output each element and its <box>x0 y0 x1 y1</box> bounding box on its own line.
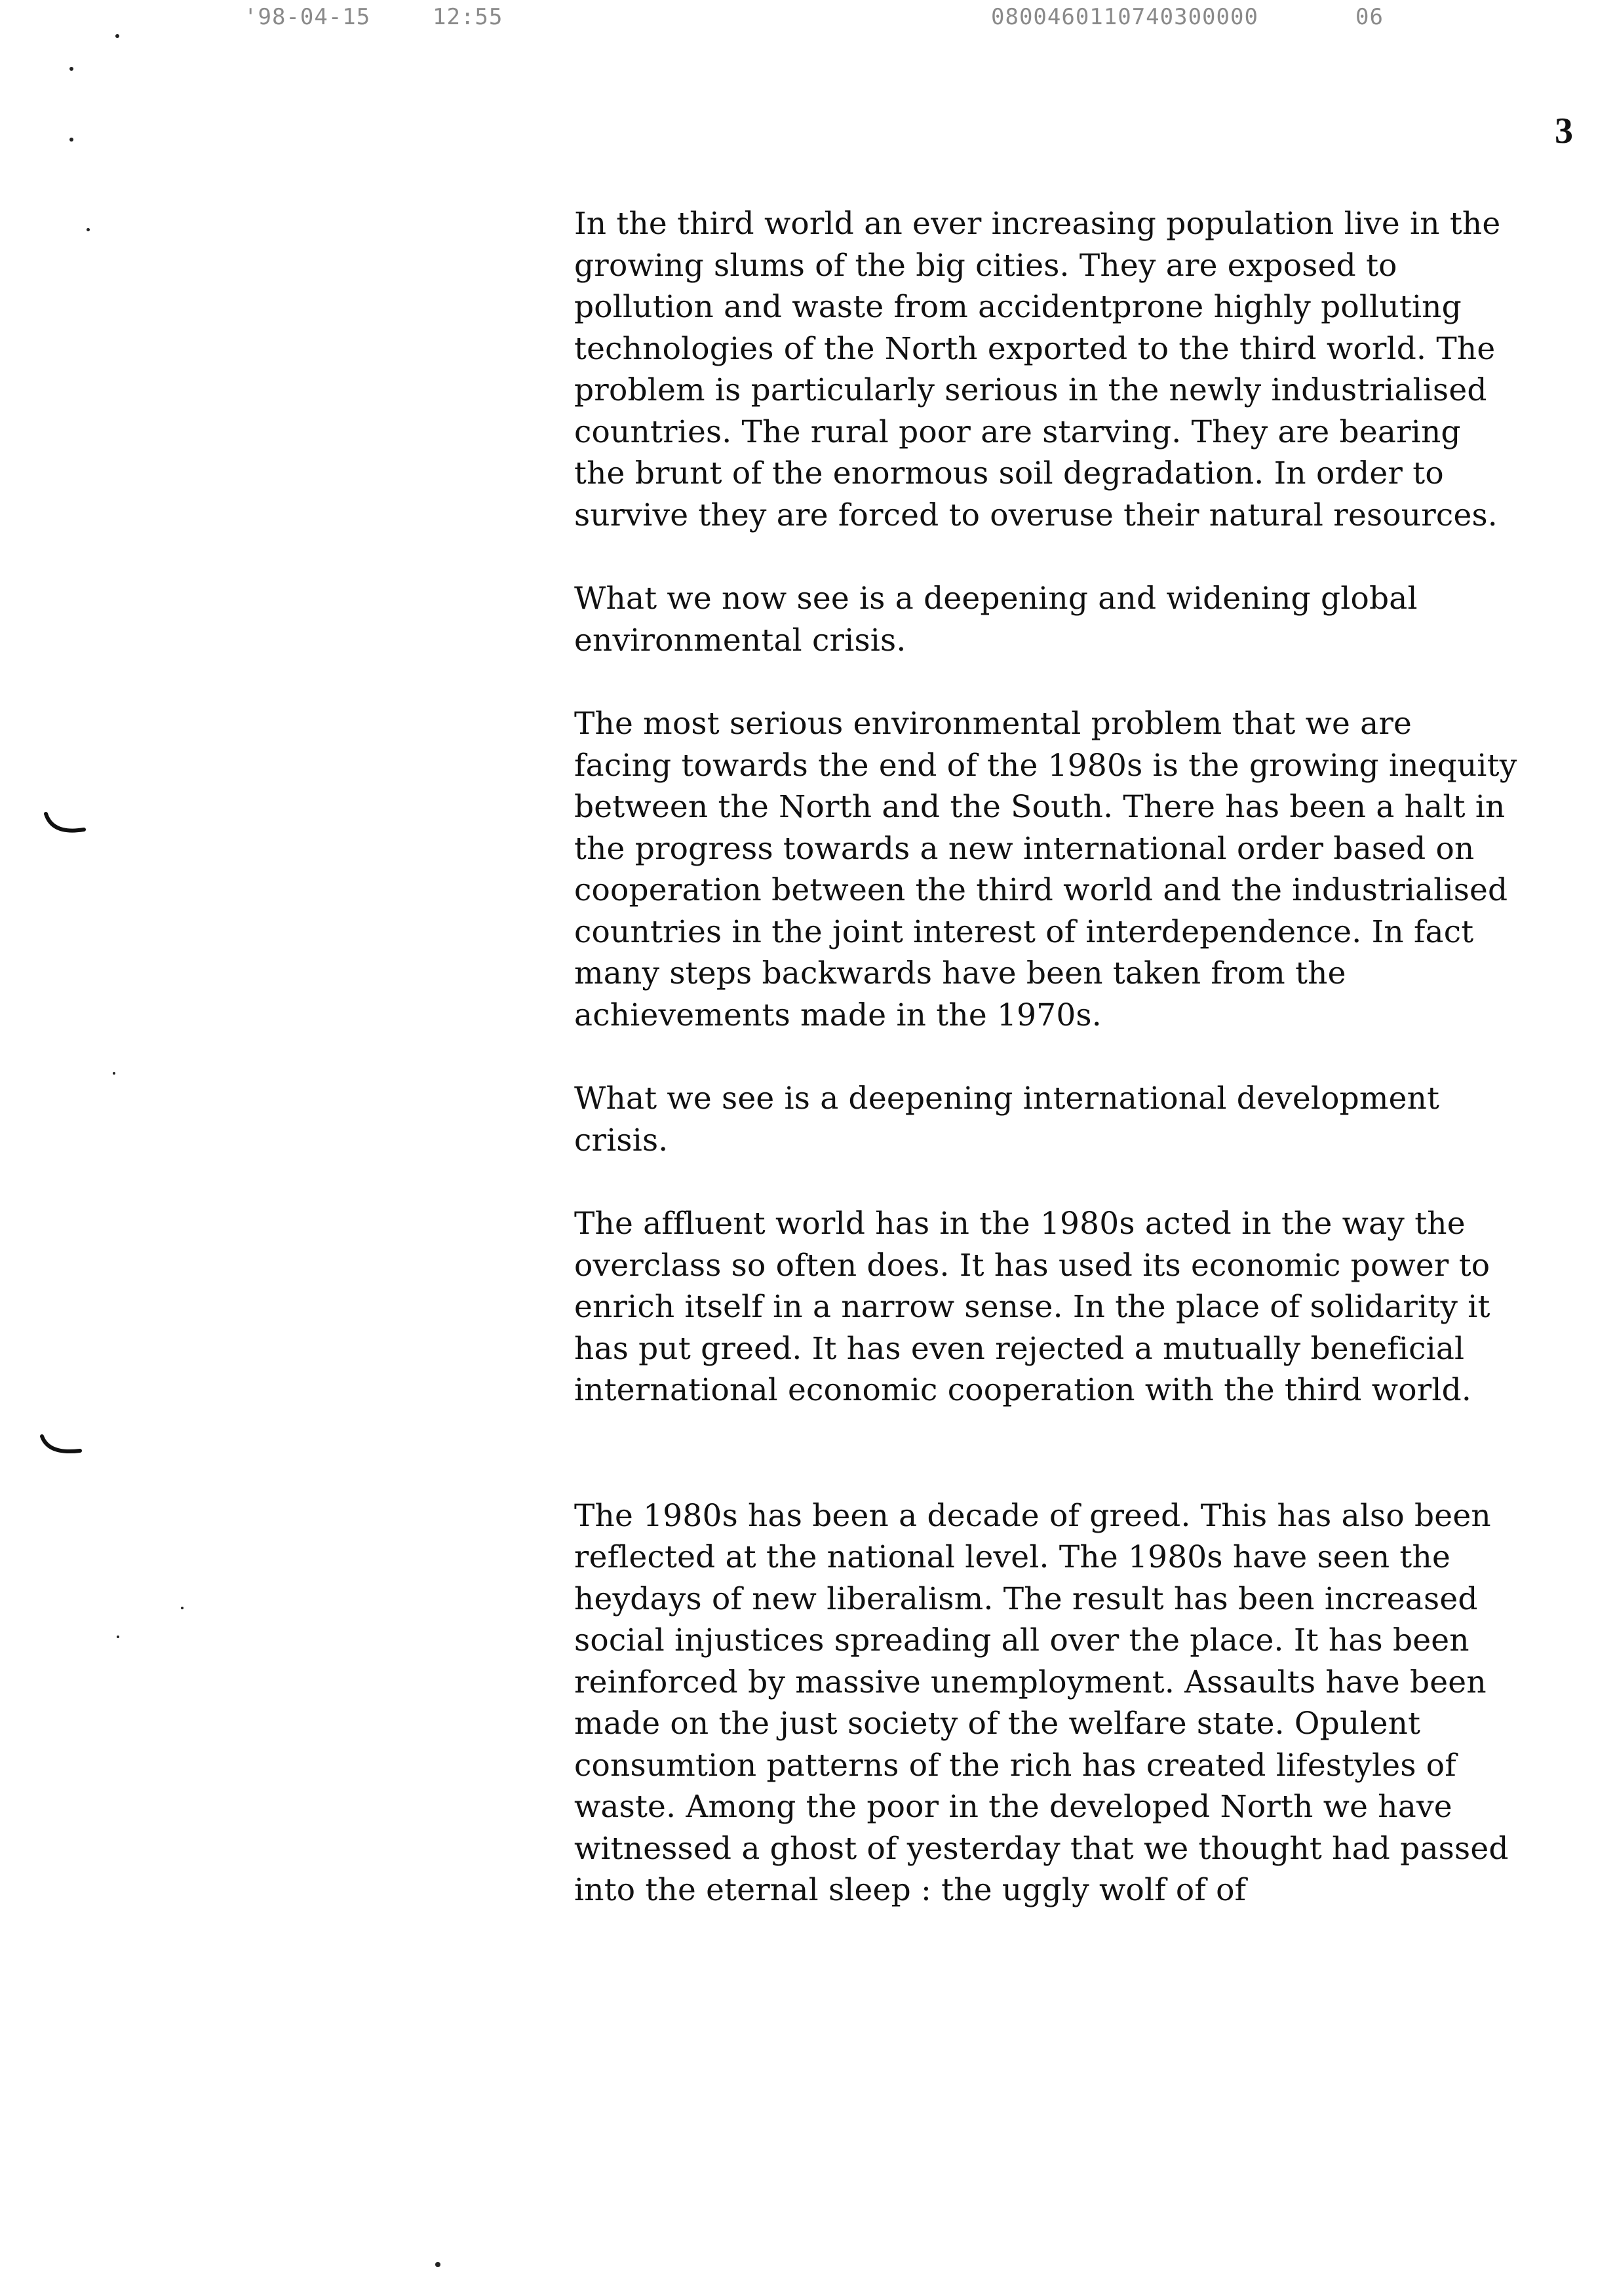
page-number: 3 <box>1555 111 1573 151</box>
fax-header-page: 06 <box>1355 4 1384 30</box>
paragraph-environmental-crisis: What we now see is a deepening and widening global environmental crisis. <box>574 581 1418 659</box>
paragraph-north-south-inequity: The most serious environmental problem that we are facing towards the end of the 1980s is the growing inequity between the North and the South. There has been a halt in the progress towards a new international order based on cooperation between the third world and the industrialised countries in the joint interest of interdependence. In fact many steps backwards have been taken from the achievements made in the 1970s. <box>574 706 1517 1033</box>
scan-speck <box>69 138 73 142</box>
paragraph-development-crisis: What we see is a deepening international development crisis. <box>574 1081 1440 1158</box>
scan-speck <box>115 34 119 38</box>
paragraph-third-world: In the third world an ever increasing population live in the growing slums of the big cities. They are exposed to pollution and waste from accidentprone highly polluting technologies of the North exported to the third world. The problem is particularly serious in the newly industrialised countries. The rural poor are starving. They are bearing the brunt of the enormous soil degradation. In order to survive they are forced to overuse their natural resources. <box>574 206 1501 533</box>
scan-speck <box>117 1636 119 1638</box>
paragraph-affluent-world: The affluent world has in the 1980s acted in the way the overclass so often does. It has used its economic power to enrich itself in a narrow sense. In the place of solidarity it has put greed. It has even rejected a mutually beneficial international economic cooperation with the third world. <box>574 1206 1490 1408</box>
fax-header-date: '98-04-15 <box>244 4 371 30</box>
fax-header-sender-id: 0800460110740300000 <box>991 4 1258 30</box>
paragraph-decade-of-greed: The 1980s has been a decade of greed. This has also been reflected at the national level. The 1980s have seen the heydays of new liberalism. The result has been increased social injustices spreading all over the place. It has been reinforced by massive unemployment. Assaults have been made on the just society of the welfare state. Opulent consumtion patterns of the rich has created lifestyles of waste. Among the poor in the developed North we have witnessed a ghost of yesterday that we thought had passed into the eternal sleep : the uggly wolf of of <box>574 1497 1509 1908</box>
document-body <box>574 203 1518 1953</box>
scan-speck <box>435 2262 440 2267</box>
scan-speck <box>113 1072 115 1075</box>
scan-speck <box>69 67 73 71</box>
fax-header-time: 12:55 <box>433 4 503 30</box>
scan-speck <box>181 1607 184 1609</box>
hole-punch-mark <box>39 1432 85 1465</box>
hole-punch-mark <box>43 810 89 843</box>
scan-speck <box>87 228 90 231</box>
